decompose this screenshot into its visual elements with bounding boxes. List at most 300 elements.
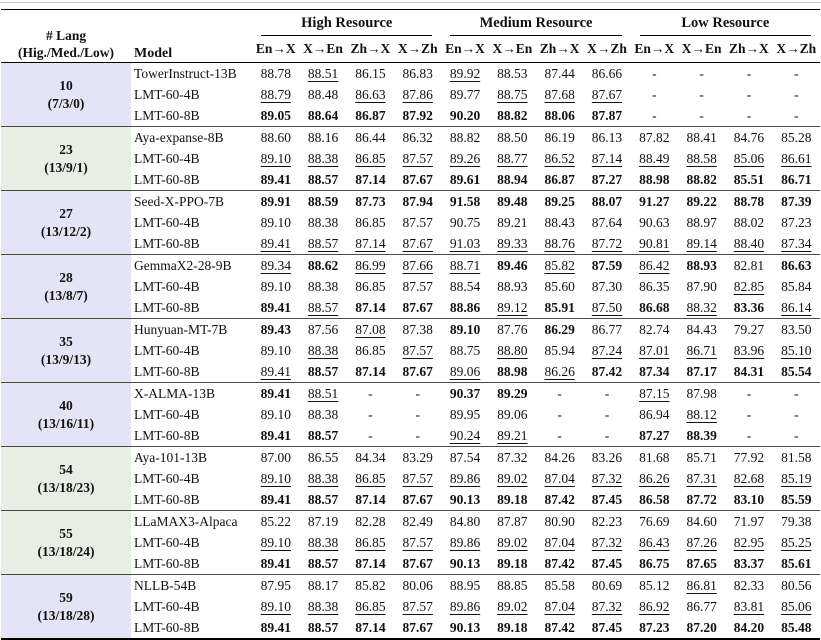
score-cell: 86.87 [544,171,575,187]
score-cell: 83.81 [733,598,765,614]
score-cell: 87.42 [544,555,575,571]
results-table [1,9,820,640]
score-cell: 88.85 [489,575,536,597]
score-cell: 89.43 [252,319,299,341]
score-cell: - [746,86,752,102]
score-cell: 84.20 [733,619,765,635]
score-cell: 86.55 [299,447,346,469]
score-cell: 83.26 [583,447,630,469]
score-cell: 87.32 [489,447,536,469]
table-row [1,191,820,213]
score-cell: 89.41 [252,383,299,405]
score-cell: 87.14 [355,171,386,187]
score-cell: 89.33 [497,235,528,251]
score-cell: 86.26 [639,470,670,486]
score-cell: 85.59 [781,491,812,507]
score-cell: - [773,383,820,405]
score-cell: 87.14 [355,235,386,251]
high-resource-header: High Resource [252,10,441,37]
score-cell: 91.27 [631,191,678,213]
score-cell: 87.50 [591,299,623,315]
lang-group-cell [1,127,131,191]
score-cell: - [652,107,657,123]
score-cell: 87.04 [544,598,575,614]
col-header-high-3: X→Zh [397,41,438,56]
score-cell: 89.41 [260,363,291,379]
score-cell: - [746,427,752,443]
score-cell: 87.67 [402,363,433,379]
table-row [1,575,820,597]
score-cell: 85.60 [544,278,575,294]
score-cell: 85.51 [733,171,765,187]
score-cell: 76.69 [631,511,678,533]
table-row [1,383,820,405]
score-cell: 87.14 [591,150,623,166]
score-cell: 89.21 [497,214,528,230]
score-cell: 87.24 [591,342,623,358]
lang-count: 40 [59,397,73,413]
score-cell: 88.57 [307,299,339,315]
score-cell: 87.23 [781,214,812,230]
score-cell: 87.76 [489,319,536,341]
score-cell: 88.43 [544,214,575,230]
score-cell: 82.74 [631,319,678,341]
score-cell: 85.19 [781,470,812,486]
score-cell: 88.50 [489,127,536,149]
score-cell: 88.93 [678,255,725,277]
lang-count: 55 [59,525,73,541]
score-cell: 88.98 [497,363,528,379]
score-cell: 87.08 [347,319,394,341]
score-cell: 80.56 [773,575,820,597]
score-cell: 83.50 [773,319,820,341]
score-cell: 89.29 [489,383,536,405]
score-cell: 84.80 [441,511,488,533]
score-cell: 88.82 [441,127,488,149]
lang-group-cell [1,191,131,255]
score-cell: 88.41 [678,127,725,149]
score-cell: 87.57 [402,598,433,614]
score-cell: 89.18 [497,491,528,507]
score-cell: 83.36 [733,299,765,315]
score-cell: 87.57 [402,470,433,486]
score-cell: 88.86 [449,299,481,315]
score-cell: 85.22 [252,511,299,533]
score-cell: 87.95 [252,575,299,597]
score-cell: 81.58 [773,447,820,469]
table-row [1,63,820,85]
score-cell: 86.99 [347,255,394,277]
score-cell: 89.26 [449,150,481,166]
score-cell: 89.34 [252,255,299,277]
score-cell: 87.65 [686,555,717,571]
score-cell: 86.85 [355,598,386,614]
col-header-medium-0: En→X [445,41,485,56]
score-cell: 87.44 [544,65,575,81]
score-cell: 79.38 [773,511,820,533]
score-cell: 84.26 [536,447,583,469]
score-cell: 86.71 [781,171,812,187]
lang-split: (13/9/1) [44,159,88,175]
model-name-cell: LMT-60-4B [134,86,200,102]
score-cell: 88.17 [299,575,346,597]
score-cell: 88.38 [307,598,339,614]
score-cell: 88.07 [583,191,630,213]
score-cell: 89.95 [449,406,481,422]
score-cell: 86.26 [544,363,575,379]
score-cell: 86.15 [355,65,386,81]
score-cell: - [583,383,630,405]
score-cell: 87.26 [686,534,717,550]
lang-group-cell [1,255,131,319]
lang-column-header [1,10,131,63]
score-cell: 87.67 [402,235,433,251]
score-cell: 88.59 [299,191,346,213]
score-cell: 86.29 [536,319,583,341]
lang-header-line1: # Lang [45,28,87,44]
table-header [1,10,820,63]
score-cell: 86.68 [639,299,670,315]
score-cell: 87.92 [402,107,433,123]
score-cell: 89.10 [260,342,291,358]
score-cell: 88.57 [307,363,339,379]
score-cell: 81.68 [631,447,678,469]
score-cell: 86.63 [355,86,386,102]
score-cell: 89.25 [536,191,583,213]
score-cell: - [415,427,420,443]
score-cell: 87.14 [355,299,386,315]
score-cell: 88.39 [686,427,717,443]
score-cell: 87.17 [686,363,717,379]
score-cell: 87.00 [252,447,299,469]
col-header-low-2: Zh→X [729,41,769,56]
lang-group-cell [1,511,131,575]
score-cell: 85.61 [781,555,812,571]
score-cell: 89.18 [497,619,528,635]
score-cell: 87.39 [773,191,820,213]
score-cell: 87.57 [402,534,433,550]
lang-split: (13/18/24) [37,543,95,559]
col-header-medium-3: X→Zh [587,41,627,56]
score-cell: 86.85 [355,534,386,550]
score-cell: 84.43 [678,319,725,341]
top-hairline [0,0,821,3]
lang-group-cell [1,63,131,127]
score-cell: 89.21 [497,427,528,443]
lang-split: (13/12/2) [40,223,92,239]
score-cell: 86.83 [402,65,433,81]
score-cell: 85.82 [536,255,583,277]
score-cell: 88.57 [307,235,339,251]
score-cell: 86.87 [355,107,386,123]
model-name-cell: LMT-60-4B [134,278,200,294]
score-cell: - [746,107,752,123]
score-cell: 89.46 [489,255,536,277]
score-cell: 90.75 [449,214,481,230]
score-cell: 88.16 [299,127,346,149]
model-name-cell: LMT-60-4B [134,150,200,166]
model-name-cell: LMT-60-8B [134,491,200,507]
col-header-low-3: X→Zh [776,41,817,56]
score-cell: 89.41 [260,555,291,571]
score-cell: 80.90 [536,511,583,533]
score-cell: 82.28 [347,511,394,533]
score-cell: 86.58 [639,491,670,507]
score-cell: 88.95 [441,575,488,597]
score-cell: 88.57 [307,619,339,635]
score-cell: 89.77 [449,86,481,102]
score-cell: 82.85 [733,278,765,294]
score-cell: 87.14 [355,555,386,571]
score-cell: - [794,427,799,443]
score-cell: - [604,406,610,422]
score-cell: 87.98 [678,383,725,405]
score-cell: 87.86 [402,86,433,102]
score-cell: - [746,65,752,81]
model-name-cell: LMT-60-8B [134,107,200,123]
score-cell: 87.34 [639,363,670,379]
score-cell: 88.38 [307,534,339,550]
score-cell: 85.84 [781,278,812,294]
score-cell: 88.58 [686,150,717,166]
score-cell: 89.41 [260,491,291,507]
score-cell: 87.66 [394,255,441,277]
score-cell: - [746,406,752,422]
score-cell: 87.57 [402,150,433,166]
score-cell: 88.38 [307,214,339,230]
score-cell: 87.14 [355,619,386,635]
score-cell: 86.77 [583,319,630,341]
table-row [1,255,820,277]
lang-count: 35 [59,333,73,349]
table-row [1,319,820,341]
lang-group-cell [1,447,131,511]
score-cell: 87.57 [402,342,433,358]
score-cell: 87.27 [591,171,623,187]
score-cell: 88.12 [686,406,717,422]
score-cell: - [557,427,562,443]
score-cell: 86.75 [639,555,670,571]
score-cell: 85.54 [781,363,812,379]
score-cell: 88.77 [497,150,528,166]
score-cell: 83.37 [733,555,765,571]
score-cell: 87.45 [591,619,623,635]
score-cell: 86.42 [631,255,678,277]
lang-count: 23 [59,141,73,157]
score-cell: 90.24 [449,427,481,443]
score-cell: 88.82 [686,171,717,187]
score-cell: 89.14 [686,235,717,251]
score-cell: 89.18 [497,555,528,571]
score-cell: 90.13 [449,555,481,571]
lang-split: (13/18/28) [37,607,95,623]
score-cell: 87.87 [489,511,536,533]
score-cell: 88.94 [497,171,528,187]
score-cell: 88.38 [307,470,339,486]
score-cell: 89.10 [260,406,291,422]
score-cell: 82.23 [583,511,630,533]
score-cell: 85.06 [733,150,765,166]
score-cell: 88.75 [449,342,481,358]
score-cell: 89.10 [260,150,291,166]
score-cell: 87.67 [591,86,623,102]
table-body [1,63,820,640]
score-cell: 89.02 [497,470,528,486]
score-cell: 86.14 [781,299,812,315]
score-cell: 87.45 [591,491,623,507]
score-cell: 89.02 [497,598,528,614]
model-name-cell: LMT-60-8B [134,171,200,187]
score-cell: 83.10 [733,491,765,507]
score-cell: 87.04 [544,470,575,486]
score-cell: - [699,86,704,102]
score-cell: 88.38 [307,278,339,294]
score-cell: 86.66 [591,65,623,81]
score-cell: - [394,383,441,405]
model-name-cell: LMT-60-8B [134,235,200,251]
score-cell: 91.03 [449,235,481,251]
score-cell: 87.67 [402,491,433,507]
score-cell: 85.10 [781,342,812,358]
score-cell: 87.72 [591,235,623,251]
score-cell: 86.92 [639,598,670,614]
score-cell: 88.38 [307,342,339,358]
lang-count: 28 [59,269,73,285]
model-name-cell: LLaMAX3-Alpaca [131,511,252,533]
score-cell: 88.38 [307,406,339,422]
score-cell: 80.69 [583,575,630,597]
model-name-cell: TowerInstruct-13B [134,65,237,81]
score-cell: 88.57 [307,427,339,443]
score-cell: 90.81 [639,235,670,251]
score-cell: - [557,406,562,422]
model-name-cell: LMT-60-4B [134,470,200,486]
score-cell: 85.25 [781,534,812,550]
score-cell: 87.32 [591,470,623,486]
score-cell: 87.42 [544,491,575,507]
score-cell: 88.78 [260,65,291,81]
medium-resource-header: Medium Resource [441,10,630,37]
lang-split: (13/16/11) [37,415,95,431]
score-cell: 88.32 [686,299,717,315]
lang-split: (13/18/23) [37,479,95,495]
col-header-medium-2: Zh→X [539,41,580,56]
score-cell: 88.98 [639,171,670,187]
score-cell: 82.68 [733,470,765,486]
score-cell: 88.51 [299,383,346,405]
score-cell: 87.59 [583,255,630,277]
score-cell: 89.06 [497,406,528,422]
score-cell: 87.67 [402,619,433,635]
score-cell: 86.61 [781,150,812,166]
score-cell: 87.54 [441,447,488,469]
score-cell: 87.67 [402,299,433,315]
score-cell: 87.27 [639,427,670,443]
score-cell: 86.63 [773,255,820,277]
score-cell: 84.60 [678,511,725,533]
score-cell: 90.13 [449,619,481,635]
score-cell: - [725,383,772,405]
score-cell: 83.96 [733,342,765,358]
score-cell: 86.19 [536,127,583,149]
score-cell: 87.82 [631,127,678,149]
score-cell: 87.64 [591,214,623,230]
lang-group-cell [1,383,131,447]
score-cell: 87.31 [686,470,717,486]
score-cell: 87.42 [544,619,575,635]
model-name-cell: Hunyuan-MT-7B [131,319,252,341]
model-name-cell: Aya-101-13B [131,447,252,469]
score-cell: 89.10 [260,278,291,294]
score-cell: 89.10 [441,319,488,341]
score-cell: - [536,383,583,405]
score-cell: - [652,86,657,102]
score-cell: 89.10 [260,534,291,550]
score-cell: 83.29 [394,447,441,469]
resource-group-header-row [1,10,820,37]
score-cell: 86.94 [639,406,670,422]
score-cell: 85.91 [544,299,575,315]
score-cell: 86.81 [678,575,725,597]
score-cell: 87.57 [402,278,433,294]
score-cell: 88.62 [299,255,346,277]
score-cell: 80.06 [394,575,441,597]
score-cell: 87.04 [544,534,575,550]
score-cell: 91.58 [441,191,488,213]
score-cell: 88.57 [307,555,339,571]
model-name-cell: LMT-60-8B [134,427,200,443]
score-cell: 86.32 [394,127,441,149]
score-cell: 77.92 [725,447,772,469]
score-cell: 87.57 [402,214,433,230]
score-cell: 85.12 [631,575,678,597]
score-cell: - [604,427,610,443]
lang-count: 10 [59,77,73,93]
score-cell: 88.71 [441,255,488,277]
score-cell: 88.97 [686,214,717,230]
model-name-cell: Seed-X-PPO-7B [131,191,252,213]
score-cell: 82.49 [394,511,441,533]
model-name-cell: LMT-60-4B [134,598,200,614]
score-cell: 89.41 [260,171,291,187]
score-cell: 89.02 [497,534,528,550]
lang-split: (7/3/0) [47,95,85,111]
score-cell: 88.93 [497,278,528,294]
score-cell: 89.10 [260,214,291,230]
score-cell: 84.31 [733,363,765,379]
score-cell: 88.79 [260,86,291,102]
col-header-high-0: En→X [255,41,296,56]
score-cell: 88.02 [733,214,765,230]
score-cell: 87.72 [686,491,717,507]
model-name-cell: NLLB-54B [131,575,252,597]
lang-count: 27 [59,205,73,221]
model-name-cell: LMT-60-4B [134,406,200,422]
score-cell: 87.23 [639,619,670,635]
score-cell: 87.67 [402,171,433,187]
score-cell: 86.13 [583,127,630,149]
score-cell: 87.94 [394,191,441,213]
score-cell: - [794,65,799,81]
score-cell: 89.06 [449,363,481,379]
score-cell: 88.57 [307,171,339,187]
score-cell: 89.10 [260,470,291,486]
score-cell: 79.27 [725,319,772,341]
score-cell: 89.61 [449,171,481,187]
model-name-cell: Aya-expanse-8B [131,127,252,149]
score-cell: 89.10 [260,598,291,614]
score-cell: 87.67 [402,555,433,571]
